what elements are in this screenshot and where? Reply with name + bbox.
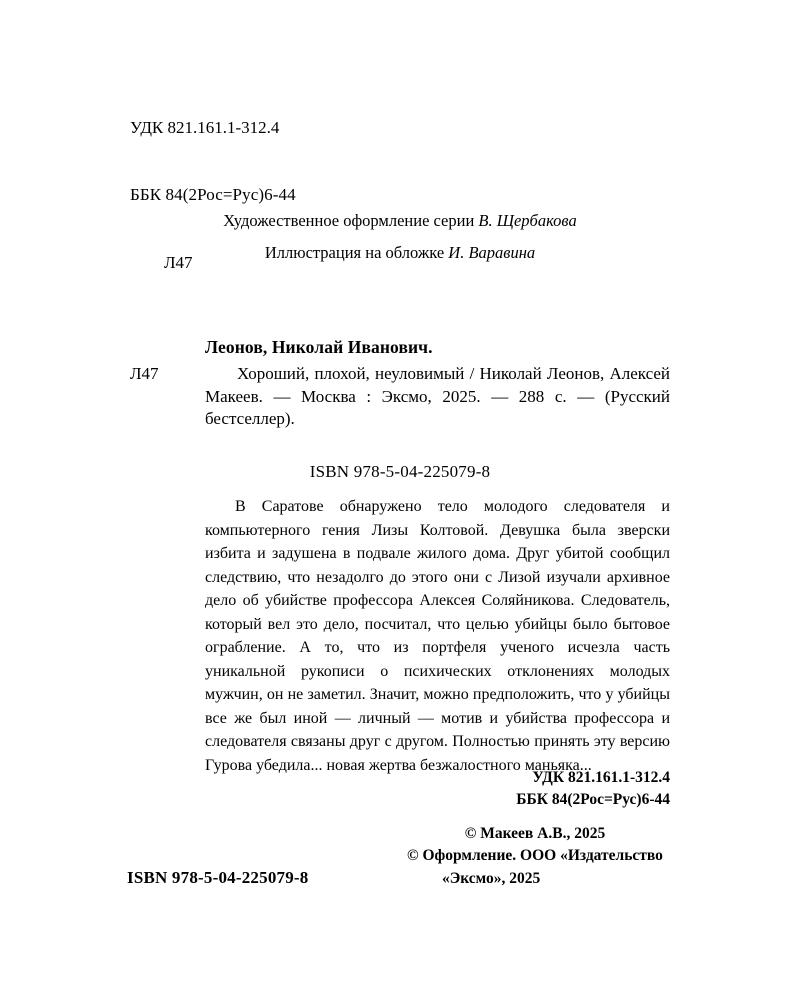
copyright-block bbox=[390, 823, 680, 890]
record-description: Хороший, плохой, неуловимый / Николай Леонов, Алексей Макеев. — Москва : Эксмо, 2025. — 288 с. — (Русский бестселлер). bbox=[205, 364, 670, 429]
udk-code: УДК 821.161.1-312.4 bbox=[130, 117, 280, 137]
annotation-text-wrap bbox=[205, 495, 670, 777]
series-design-name: В. Щербакова bbox=[478, 211, 577, 230]
shelf-code: Л47 bbox=[164, 252, 193, 272]
copyright-design: © Оформление. ООО «Издательство bbox=[407, 847, 663, 865]
copyright-publisher: «Эксмо», 2025 bbox=[442, 869, 541, 887]
bibliographic-record bbox=[130, 337, 670, 431]
classification-block bbox=[130, 72, 296, 319]
isbn-center: ISBN 978-5-04-225079-8 bbox=[309, 462, 491, 481]
record-sigla: Л47 bbox=[130, 364, 159, 383]
bbk-code: ББК 84(2Рос=Рус)6-44 bbox=[130, 185, 296, 205]
cover-illustration-name: И. Варавина bbox=[448, 243, 536, 263]
credits-block bbox=[130, 205, 670, 269]
cover-illustration-line bbox=[130, 237, 670, 269]
udk-code-footer: УДК 821.161.1-312.4 bbox=[532, 769, 670, 786]
series-design-label: Художественное оформление серии bbox=[223, 211, 479, 230]
series-design-line bbox=[130, 205, 670, 237]
isbn-bottom: ISBN 978-5-04-225079-8 bbox=[127, 868, 309, 887]
copyright-author: © Макеев А.В., 2025 bbox=[464, 825, 606, 842]
bbk-code-footer: ББК 84(2Рос=Рус)6-44 bbox=[516, 791, 670, 808]
cover-illustration-label: Иллюстрация на обложке bbox=[264, 243, 449, 263]
record-author: Леонов, Николай Иванович. bbox=[205, 337, 433, 357]
annotation-text: В Саратове обнаружено тело молодого следователя и компьютерного гения Лизы Колтовой. Девушка была зверски избита и задушена в подвале жилого дома. Друг убитой сообщил следствию, что незадолго до этого они с Лизой изучали архивное дело об убийстве профессора Алексея Соляйникова. Следователь, который вел это дело, посчитал, что целью убийцы было бытовое ограбление. А то, что из портфеля ученого исчезла часть уникальной рукописи о психических отклонениях молодых мужчин, он не заметил. Значит, можно предположить, что у убийцы все же был иной — личный — мотив и убийства профессора и следователя связаны друг с другом. Полностью принять эту версию Гурова убедила... новая жертва безжалостного маньяка... bbox=[205, 498, 670, 774]
classification-footer bbox=[370, 767, 670, 811]
record-description-wrap bbox=[130, 363, 670, 431]
